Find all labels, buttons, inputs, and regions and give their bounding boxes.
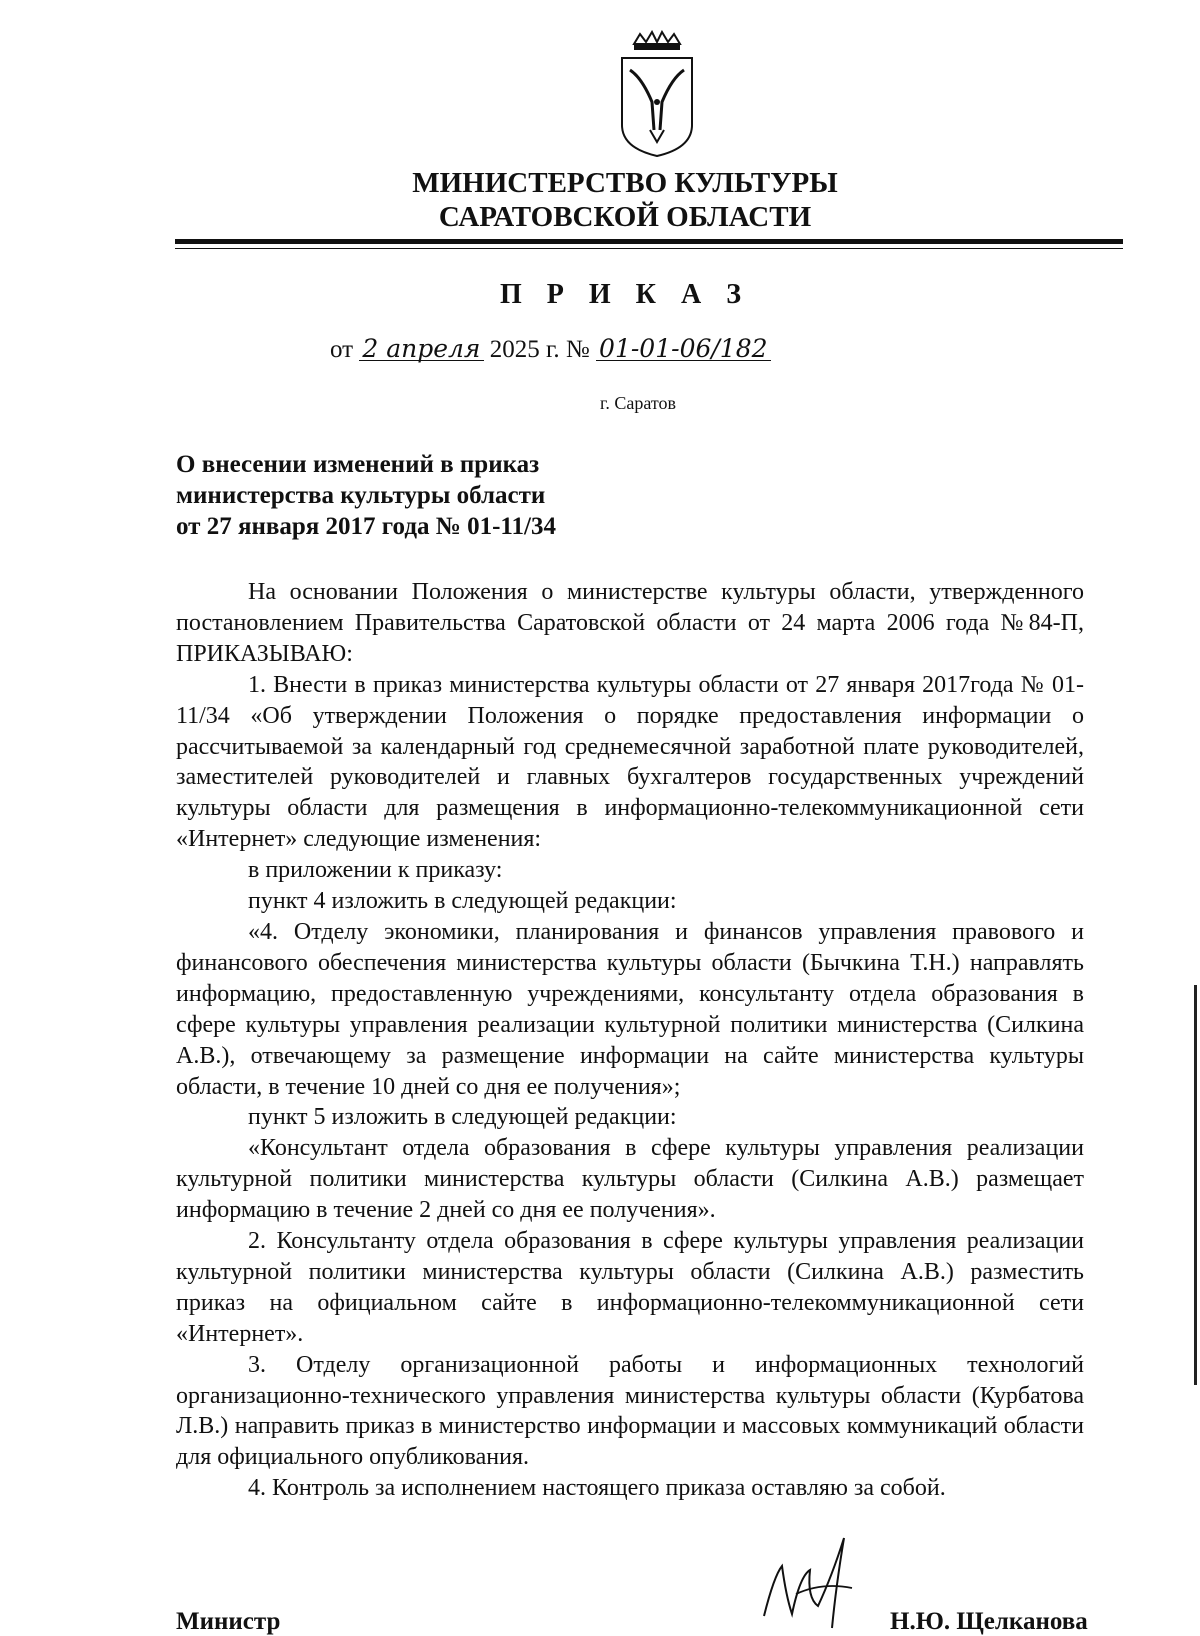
- subject-line3: от 27 января 2017 года № 01-11/34: [176, 513, 556, 540]
- body-paragraph: 1. Внести в приказ министерства культуры области от 27 января 2017года № 01-11/34 «Об утверждении Положения о порядке предоставления информации о рассчитываемой за календарный год среднемесячной заработной плате руководителей, заместителей руководителей и главных бухгалтеров государственных учреждений культуры области для размещения в информационно-телекоммуникационной сети «Интернет» следующие изменения:: [176, 671, 1084, 853]
- date-prefix: от: [330, 336, 354, 363]
- order-subject: [176, 449, 736, 542]
- city-label: г. Саратов: [600, 393, 676, 413]
- ministry-name-line1: МИНИСТЕРСТВО КУЛЬТУРЫ: [412, 167, 838, 199]
- coat-of-arms-icon: [612, 30, 702, 160]
- subject-line1: О внесении изменений в приказ: [176, 451, 540, 478]
- handwritten-date: 2 апреля: [359, 338, 483, 361]
- scan-edge-line: [1194, 985, 1197, 1385]
- document-type-title: П Р И К А З: [500, 279, 750, 310]
- body-paragraph: пункт 4 изложить в следующей редакции:: [248, 888, 677, 915]
- order-body: [176, 577, 1084, 1504]
- body-paragraph: в приложении к приказу:: [248, 857, 503, 884]
- order-date-number-line: [330, 336, 771, 364]
- ministry-name-line2: САРАТОВСКОЙ ОБЛАСТИ: [438, 201, 812, 233]
- handwritten-order-number: 01-01-06/182: [596, 338, 770, 361]
- body-paragraph: «4. Отделу экономики, планирования и финансов управления правового и финансового обеспечения министерства культуры области (Бычкина Т.Н.) направлять информацию, предоставленную учреждениями, консультанту отдела образования в сфере культуры управления реализации культурной политики министерства (Силкина А.В.), отвечающему за размещение информации на сайте министерства культуры области, в течение 10 дней со дня ее получения»;: [176, 918, 1084, 1100]
- subject-line2: министерства культуры области: [176, 482, 546, 509]
- body-paragraph: «Консультант отдела образования в сфере культуры управления реализации культурной политики министерства культуры области (Силкина А.В.) размещает информацию в течение 2 дней со дня ее получения».: [176, 1135, 1084, 1224]
- ministry-header: [170, 166, 1080, 234]
- year-and-number-label: 2025 г. №: [489, 336, 590, 363]
- header-divider-thin: [175, 248, 1123, 249]
- body-paragraph: На основании Положения о министерстве культуры области, утвержденного постановлением Правительства Саратовской области от 24 марта 2006 года №84-П, ПРИКАЗЫВАЮ:: [176, 579, 1084, 667]
- body-paragraph: 2. Консультанту отдела образования в сфере культуры управления реализации культурной политики министерства культуры области (Силкина А.В.) разместить приказ на официальном сайте в информационно-телекоммуникационной сети «Интернет».: [176, 1228, 1084, 1347]
- body-paragraph: 4. Контроль за исполнением настоящего приказа оставляю за собой.: [248, 1475, 946, 1502]
- header-divider-thick: [175, 239, 1123, 244]
- signatory-name: Н.Ю. Щелканова: [890, 1608, 1088, 1635]
- handwritten-signature: [752, 1536, 872, 1631]
- body-paragraph: 3. Отделу организационной работы и информационных технологий организационно-технического управления министерства культуры области (Курбатова Л.В.) направить приказ в министерство информации и массовых коммуникаций области для официального опубликования.: [176, 1351, 1084, 1471]
- signatory-title: Министр: [176, 1608, 281, 1635]
- body-paragraph: пункт 5 изложить в следующей редакции:: [248, 1104, 677, 1131]
